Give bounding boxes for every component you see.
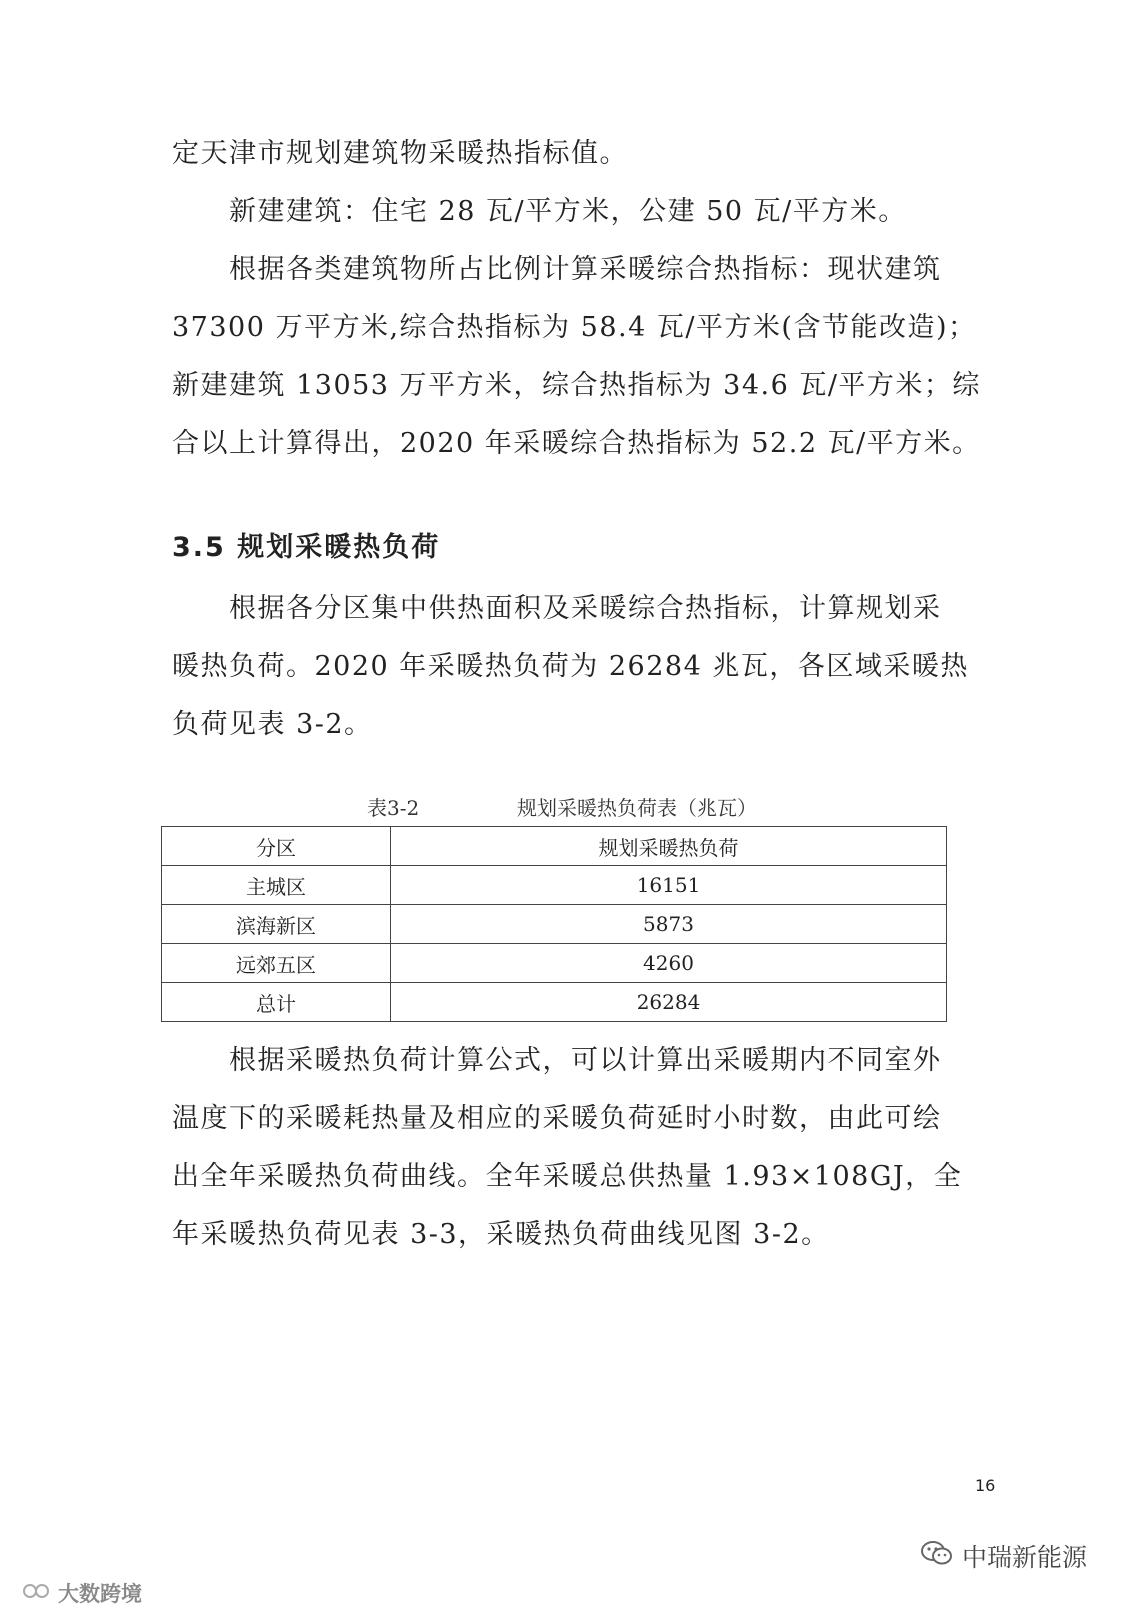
page-number: 16 — [975, 1476, 996, 1495]
district-cell: 主城区 — [162, 866, 391, 905]
heat-load-table — [161, 826, 947, 1022]
paragraph-3 — [172, 241, 998, 473]
paragraph-1 — [172, 125, 998, 183]
load-cell: 5873 — [391, 905, 947, 944]
table-caption-title: 规划采暖热负荷表（兆瓦） — [517, 796, 757, 820]
wechat-icon — [920, 1539, 954, 1573]
header-cell-load: 规划采暖热负荷 — [391, 827, 947, 866]
paragraph-2 — [172, 183, 998, 241]
district-cell: 滨海新区 — [162, 905, 391, 944]
table-row — [162, 905, 947, 944]
watermark-right-text: 中瑞新能源 — [962, 1543, 1088, 1572]
header-cell-district: 分区 — [162, 827, 391, 866]
text-line: 年采暖热负荷见表 3-3，采暖热负荷曲线见图 3-2。 — [172, 1219, 830, 1250]
text-line: 温度下的采暖耗热量及相应的采暖负荷延时小时数，由此可绘 — [172, 1103, 942, 1134]
text-line: 根据采暖热负荷计算公式，可以计算出采暖期内不同室外 — [172, 1045, 942, 1076]
table-caption-number: 表3-2 — [367, 796, 420, 820]
load-cell: 26284 — [391, 983, 947, 1022]
text-line: 新建建筑 13053 万平方米，综合热指标为 34.6 瓦/平方米；综 — [172, 370, 981, 401]
table-row — [162, 944, 947, 983]
text-line: 暖热负荷。2020 年采暖热负荷为 26284 兆瓦，各区域采暖热 — [172, 651, 969, 682]
load-cell: 16151 — [391, 866, 947, 905]
logo-icon — [22, 1579, 52, 1608]
paragraph-5 — [172, 1032, 998, 1264]
table-row — [162, 983, 947, 1022]
table-header-row — [162, 827, 947, 866]
text-line: 新建建筑：住宅 28 瓦/平方米，公建 50 瓦/平方米。 — [172, 196, 907, 227]
text-line: 根据各分区集中供热面积及采暖综合热指标，计算规划采 — [172, 593, 942, 624]
paragraph-4 — [172, 580, 998, 754]
table-row — [162, 866, 947, 905]
text-line: 37300 万平方米,综合热指标为 58.4 瓦/平方米(含节能改造)； — [172, 312, 977, 343]
section-heading: 3.5 规划采暖热负荷 — [172, 532, 441, 563]
text-line: 根据各类建筑物所占比例计算采暖综合热指标：现状建筑 — [172, 254, 942, 285]
district-cell: 远郊五区 — [162, 944, 391, 983]
text-line: 合以上计算得出，2020 年采暖综合热指标为 52.2 瓦/平方米。 — [172, 428, 981, 459]
watermark-left-text: 大数跨境 — [58, 1582, 142, 1606]
text-line: 定天津市规划建筑物采暖热指标值。 — [172, 138, 628, 169]
text-line: 负荷见表 3-2。 — [172, 709, 373, 740]
watermark-right — [920, 1538, 1087, 1574]
load-cell: 4260 — [391, 944, 947, 983]
watermark-left — [22, 1578, 142, 1608]
district-cell: 总计 — [162, 983, 391, 1022]
text-line: 出全年采暖热负荷曲线。全年采暖总供热量 1.93×108GJ，全 — [172, 1161, 963, 1192]
